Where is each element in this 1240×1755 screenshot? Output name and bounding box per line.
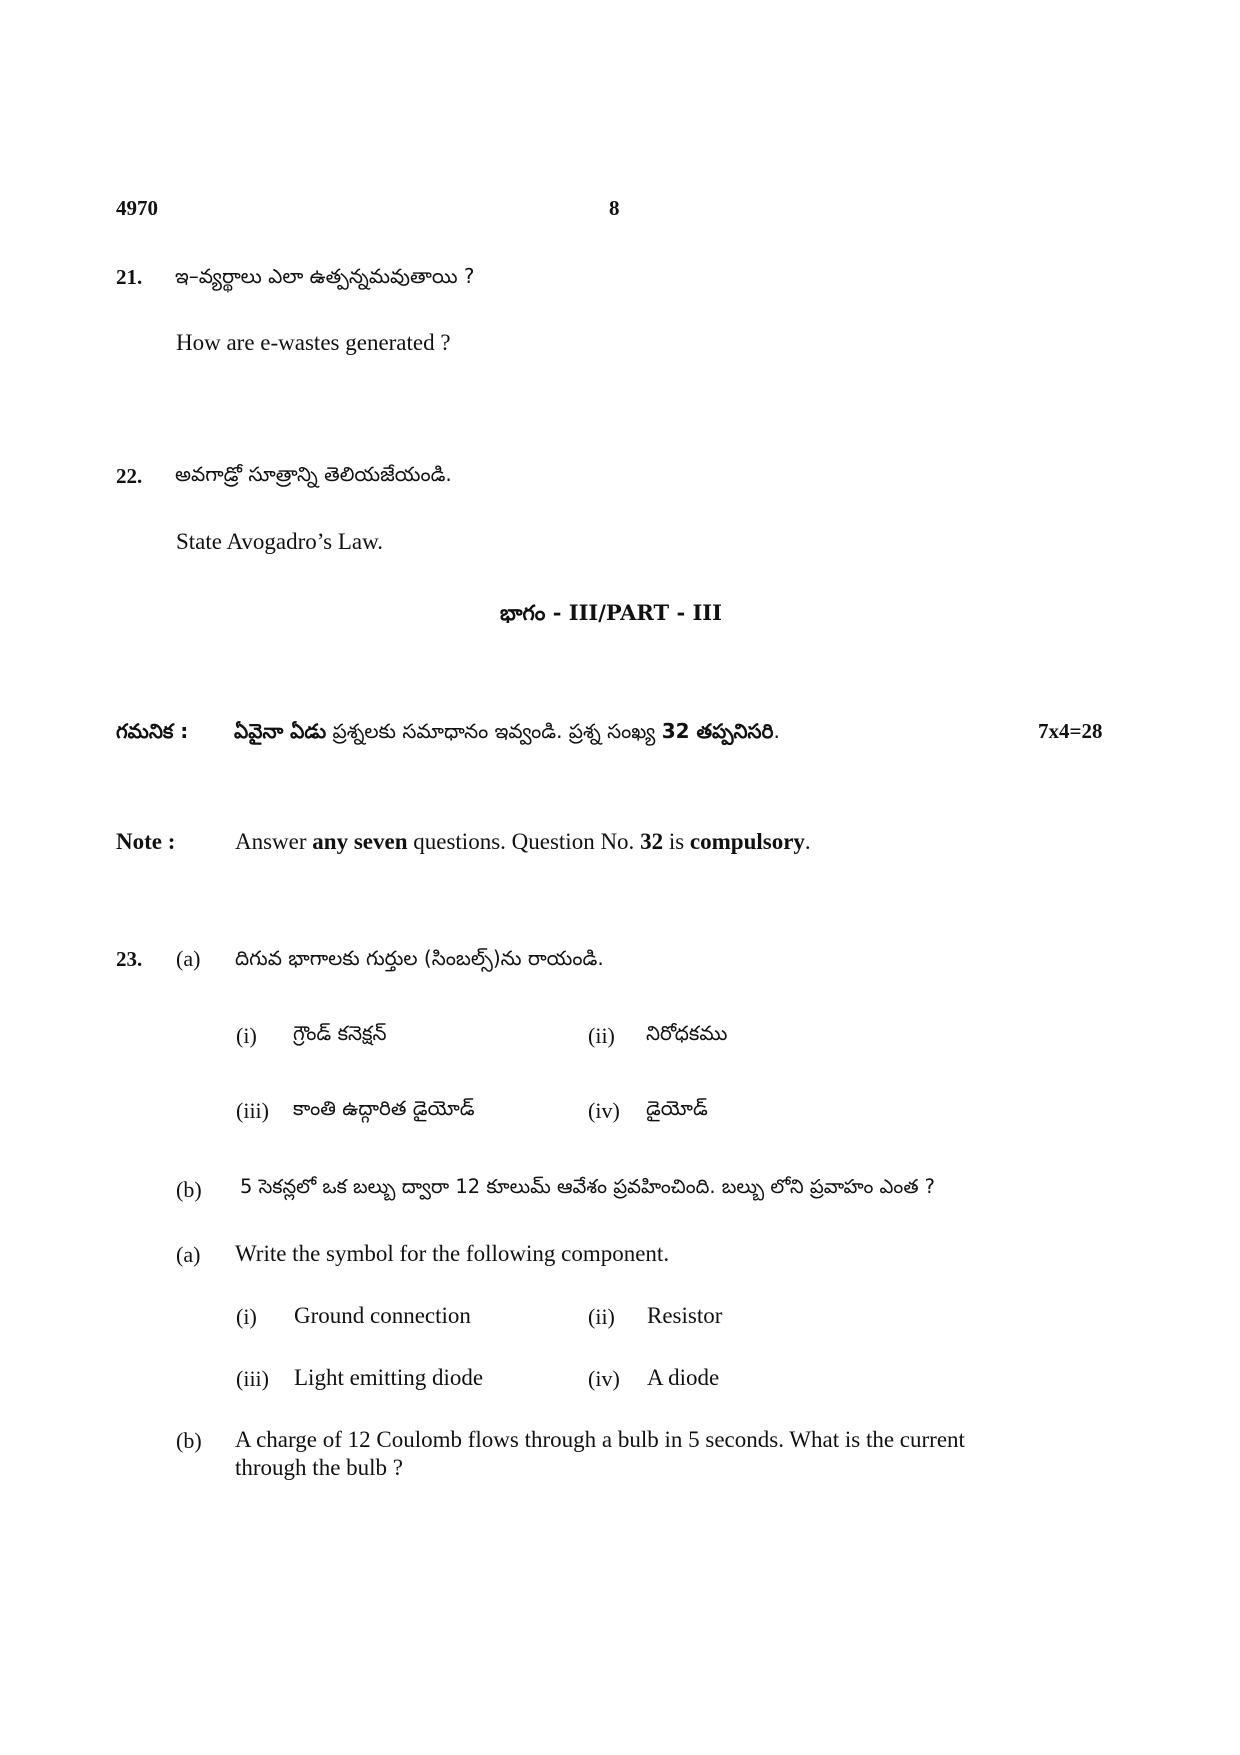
q23-a-item-1-text-telugu: గ్రౌండ్ కనెక్షన్ (293, 1021, 387, 1045)
note-telugu-emphasis-2: 32 తప్పనిసరి (661, 719, 774, 743)
part-heading: భాగం - III/PART - III (500, 600, 722, 625)
note-english-emphasis-2: 32 (640, 829, 664, 854)
question-number-23: 23. (116, 947, 143, 971)
q23-a-item-4-label-telugu: (iv) (588, 1098, 620, 1123)
note-label-english: Note : (116, 829, 176, 854)
q23-a-item-2-label-telugu: (ii) (588, 1023, 615, 1048)
note-english-emphasis-1: any seven (312, 829, 408, 854)
exam-code: 4970 (116, 196, 158, 220)
note-label-telugu: గమనిక : (116, 719, 189, 743)
question-number-21: 21. (116, 265, 143, 289)
question-22-english: State Avogadro’s Law. (176, 529, 383, 554)
q23-a-item-4-text-english: A diode (647, 1365, 720, 1390)
q23-a-item-1-text-english: Ground connection (294, 1303, 471, 1328)
question-22-telugu: అవగాడ్రో సూత్రాన్ని తెలియజేయండి. (175, 462, 452, 486)
q23-a-text-telugu: దిగువ భాగాలకు గుర్తుల (సింబల్స్)ను రాయండి. (235, 946, 604, 970)
q23-a-item-3-label-english: (iii) (236, 1366, 269, 1391)
q23-a-item-2-label-english: (ii) (588, 1304, 615, 1329)
q23-a-item-3-label-telugu: (iii) (236, 1098, 269, 1123)
q23-a-item-2-text-english: Resistor (647, 1303, 723, 1328)
note-english-text-4: . (804, 829, 811, 854)
note-english-emphasis-3: compulsory (689, 829, 805, 854)
q23-a-item-1-label-telugu: (i) (236, 1023, 257, 1048)
q23-a-item-2-text-telugu: నిరోధకము (646, 1021, 728, 1045)
q23-b-label-english: (b) (176, 1428, 202, 1453)
note-telugu-emphasis-1: ఏవైనా ఏడు (234, 719, 327, 743)
marks-allocation: 7x4=28 (1038, 719, 1103, 743)
note-text-english (235, 829, 811, 855)
q23-a-text-english: Write the symbol for the following component. (235, 1241, 670, 1266)
note-english-text-3: is (663, 829, 690, 854)
q23-a-item-4-text-telugu: డైయోడ్ (646, 1096, 708, 1120)
q23-b-label-telugu: (b) (176, 1177, 202, 1202)
q23-a-item-1-label-english: (i) (236, 1304, 257, 1329)
q23-a-item-3-text-english: Light emitting diode (294, 1365, 484, 1390)
question-number-22: 22. (116, 464, 143, 488)
q23-a-item-3-text-telugu: కాంతి ఉద్గారిత డైయోడ్ (293, 1096, 475, 1120)
q23-a-label-english: (a) (176, 1242, 201, 1267)
question-21-english: How are e-wastes generated ? (176, 330, 451, 355)
note-english-text-1: Answer (235, 829, 313, 854)
q23-b-text-telugu: 5 సెకన్లలో ఒక బల్బు ద్వారా 12 కూలుమ్ ఆవేశం ప్రవహించింది. బల్బు లోని ప్రవాహం ఎంత ? (240, 1175, 936, 1198)
q23-a-label-telugu: (a) (176, 946, 201, 971)
page-number: 8 (609, 196, 620, 220)
q23-a-item-4-label-english: (iv) (588, 1366, 620, 1391)
note-english-text-2: questions. Question No. (407, 829, 641, 854)
question-21-telugu: ఇ–వ్యర్థాలు ఎలా ఉత్పన్నమవుతాయి ? (175, 264, 475, 288)
note-telugu-text-1: ప్రశ్నలకు సమాధానం ఇవ్వండి. ప్రశ్న సంఖ్య (326, 719, 662, 743)
note-text-telugu (234, 719, 780, 748)
note-telugu-text-2: . (773, 719, 780, 743)
q23-b-text-english-line-2: through the bulb ? (235, 1455, 403, 1480)
q23-b-text-english-line-1: A charge of 12 Coulomb flows through a bulb in 5 seconds. What is the current (235, 1427, 965, 1452)
